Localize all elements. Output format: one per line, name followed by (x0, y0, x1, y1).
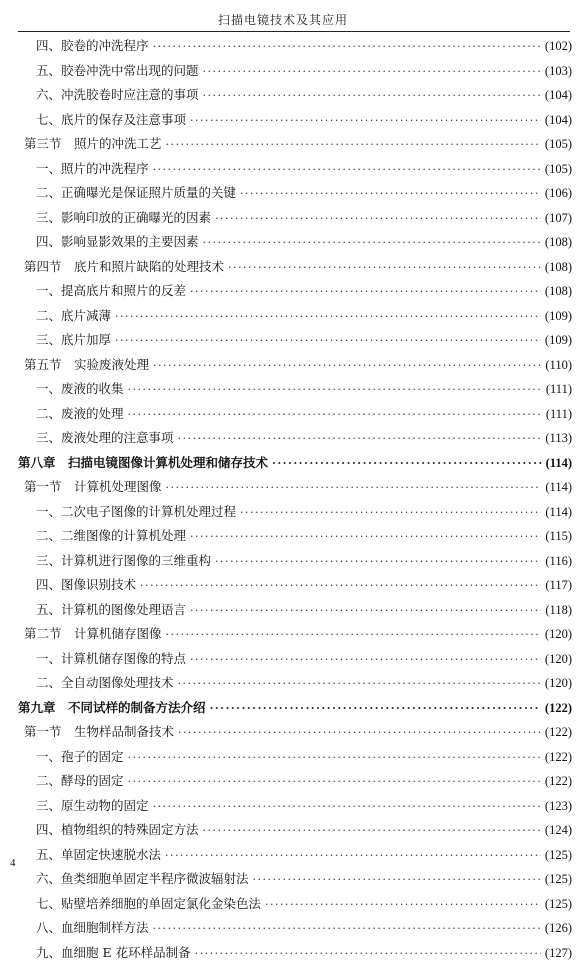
toc-entry-page: (109) (545, 309, 572, 324)
toc-leader-dots (190, 530, 541, 543)
toc-entry-title: 七、底片的保存及注意事项 (36, 110, 186, 128)
toc-entry-page: (122) (545, 701, 572, 716)
toc-leader-dots (203, 65, 541, 78)
toc-item-entry (12, 159, 572, 184)
toc-item-entry (12, 820, 572, 845)
toc-entry-title: 九、血细胞 E 花环样品制备 (36, 943, 191, 961)
toc-entry-title: 二、二维图像的计算机处理 (36, 526, 186, 544)
toc-entry-page: (114) (545, 505, 572, 520)
toc-leader-dots (210, 702, 541, 715)
toc-item-entry (12, 208, 572, 233)
toc-entry-page: (114) (545, 480, 572, 495)
toc-leader-dots (166, 481, 542, 494)
toc-item-entry (12, 600, 572, 625)
header-rule (18, 31, 570, 32)
toc-section-entry (12, 355, 572, 380)
toc-entry-page: (116) (545, 554, 572, 569)
toc-entry-title: 六、冲洗胶卷时应注意的事项 (36, 85, 199, 103)
toc-item-entry (12, 428, 572, 453)
toc-entry-page: (122) (545, 774, 572, 789)
toc-item-entry (12, 551, 572, 576)
toc-entry-title: 一、二次电子图像的计算机处理过程 (36, 502, 236, 520)
toc-item-entry (12, 747, 572, 772)
page-number: 4 (10, 857, 16, 869)
toc-entry-title: 三、原生动物的固定 (36, 796, 149, 814)
toc-entry-title: 一、孢子的固定 (36, 747, 124, 765)
toc-entry-title: 第八章 扫描电镜图像计算机处理和储存技术 (18, 453, 268, 471)
toc-leader-dots (190, 285, 541, 298)
toc-entry-page: (122) (545, 725, 572, 740)
toc-entry-page: (124) (545, 823, 572, 838)
toc-leader-dots (190, 114, 541, 127)
toc-entry-page: (109) (545, 333, 572, 348)
toc-item-entry (12, 330, 572, 355)
toc-item-entry (12, 232, 572, 257)
toc-leader-dots (153, 800, 541, 813)
toc-item-entry (12, 526, 572, 551)
toc-entry-title: 第九章 不同试样的制备方法介绍 (18, 698, 206, 716)
toc-entry-title: 四、图像识别技术 (36, 575, 136, 593)
toc-entry-title: 六、鱼类细胞单固定半程序微波辐射法 (36, 869, 249, 887)
toc-entry-page: (111) (546, 407, 572, 422)
toc-item-entry (12, 918, 572, 943)
toc-leader-dots (203, 824, 541, 837)
toc-entry-title: 二、正确曝光是保证照片质量的关键 (36, 183, 236, 201)
toc-entry-title: 一、提高底片和照片的反差 (36, 281, 186, 299)
toc-entry-page: (103) (545, 64, 572, 79)
toc-leader-dots (240, 187, 541, 200)
toc-entry-title: 第一节 计算机处理图像 (24, 477, 162, 495)
toc-leader-dots (166, 138, 541, 151)
toc-entry-title: 第五节 实验废液处理 (24, 355, 149, 373)
toc-entry-page: (107) (545, 211, 572, 226)
toc-entry-title: 七、贴壁培养细胞的单固定氯化金染色法 (36, 894, 261, 912)
toc-leader-dots (153, 163, 541, 176)
toc-entry-page: (104) (545, 88, 572, 103)
toc-entry-page: (127) (545, 946, 572, 961)
toc-item-entry (12, 404, 572, 429)
table-of-contents (12, 36, 572, 967)
toc-entry-page: (125) (545, 872, 572, 887)
toc-entry-title: 五、单固定快速脱水法 (36, 845, 161, 863)
toc-item-entry (12, 281, 572, 306)
toc-leader-dots (128, 775, 541, 788)
toc-leader-dots (203, 236, 541, 249)
toc-entry-page: (115) (545, 529, 572, 544)
toc-item-entry (12, 61, 572, 86)
toc-entry-title: 三、废液处理的注意事项 (36, 428, 174, 446)
running-header-title: 扫描电镜技术及其应用 (218, 11, 348, 28)
toc-leader-dots (153, 40, 541, 53)
toc-item-entry (12, 771, 572, 796)
toc-leader-dots (190, 653, 541, 666)
toc-entry-page: (108) (545, 235, 572, 250)
toc-leader-dots (215, 212, 541, 225)
toc-item-entry (12, 85, 572, 110)
toc-leader-dots (153, 359, 541, 372)
toc-entry-page: (108) (545, 284, 572, 299)
toc-entry-page: (110) (545, 358, 572, 373)
toc-leader-dots (178, 726, 541, 739)
toc-entry-title: 三、影响印放的正确曝光的因素 (36, 208, 211, 226)
toc-leader-dots (272, 457, 542, 470)
toc-leader-dots (178, 432, 542, 445)
toc-item-entry (12, 575, 572, 600)
toc-chapter-entry (12, 698, 572, 723)
toc-entry-page: (113) (545, 431, 572, 446)
toc-leader-dots (115, 334, 541, 347)
toc-entry-title: 三、计算机进行图像的三维重构 (36, 551, 211, 569)
toc-item-entry (12, 894, 572, 919)
toc-leader-dots (128, 408, 542, 421)
toc-leader-dots (253, 873, 541, 886)
toc-leader-dots (153, 922, 541, 935)
toc-entry-page: (108) (545, 260, 572, 275)
toc-section-entry (12, 257, 572, 282)
toc-item-entry (12, 943, 572, 967)
toc-entry-title: 五、胶卷冲洗中常出现的问题 (36, 61, 199, 79)
toc-entry-page: (120) (545, 627, 572, 642)
running-header (0, 0, 582, 34)
toc-entry-page: (117) (545, 578, 572, 593)
toc-entry-title: 二、全自动图像处理技术 (36, 673, 174, 691)
toc-section-entry (12, 134, 572, 159)
toc-entry-title: 四、胶卷的冲洗程序 (36, 36, 149, 54)
toc-entry-title: 四、植物组织的特殊固定方法 (36, 820, 199, 838)
toc-entry-title: 三、底片加厚 (36, 330, 111, 348)
toc-leader-dots (128, 383, 542, 396)
toc-entry-title: 四、影响显影效果的主要因素 (36, 232, 199, 250)
toc-leader-dots (166, 628, 541, 641)
toc-entry-title: 二、底片减薄 (36, 306, 111, 324)
toc-leader-dots (128, 751, 541, 764)
toc-entry-page: (120) (545, 652, 572, 667)
toc-item-entry (12, 110, 572, 135)
toc-item-entry (12, 649, 572, 674)
toc-leader-dots (215, 555, 541, 568)
toc-item-entry (12, 36, 572, 61)
toc-entry-page: (120) (545, 676, 572, 691)
toc-leader-dots (195, 947, 541, 960)
toc-leader-dots (265, 898, 541, 911)
toc-entry-title: 第三节 照片的冲洗工艺 (24, 134, 162, 152)
toc-entry-title: 二、废液的处理 (36, 404, 124, 422)
toc-section-entry (12, 624, 572, 649)
toc-entry-title: 一、照片的冲洗程序 (36, 159, 149, 177)
toc-entry-title: 一、计算机储存图像的特点 (36, 649, 186, 667)
toc-entry-page: (118) (545, 603, 572, 618)
toc-entry-title: 第一节 生物样品制备技术 (24, 722, 174, 740)
toc-item-entry (12, 502, 572, 527)
toc-entry-page: (114) (546, 456, 572, 471)
toc-leader-dots (190, 604, 541, 617)
toc-item-entry (12, 845, 572, 870)
toc-leader-dots (115, 310, 541, 323)
toc-entry-page: (126) (545, 921, 572, 936)
toc-entry-page: (122) (545, 750, 572, 765)
toc-entry-title: 八、血细胞制样方法 (36, 918, 149, 936)
toc-entry-title: 五、计算机的图像处理语言 (36, 600, 186, 618)
toc-entry-page: (125) (545, 848, 572, 863)
toc-chapter-entry (12, 453, 572, 478)
toc-entry-page: (104) (545, 113, 572, 128)
toc-entry-page: (123) (545, 799, 572, 814)
toc-section-entry (12, 477, 572, 502)
toc-entry-page: (102) (545, 39, 572, 54)
toc-item-entry (12, 869, 572, 894)
toc-entry-title: 二、酵母的固定 (36, 771, 124, 789)
toc-leader-dots (240, 506, 541, 519)
toc-entry-title: 第四节 底片和照片缺陷的处理技术 (24, 257, 224, 275)
toc-item-entry (12, 673, 572, 698)
toc-entry-page: (111) (546, 382, 572, 397)
toc-section-entry (12, 722, 572, 747)
toc-entry-title: 第二节 计算机储存图像 (24, 624, 162, 642)
toc-entry-page: (105) (545, 137, 572, 152)
toc-leader-dots (140, 579, 541, 592)
toc-entry-page: (106) (545, 186, 572, 201)
toc-entry-title: 一、废液的收集 (36, 379, 124, 397)
toc-leader-dots (178, 677, 541, 690)
toc-leader-dots (165, 849, 541, 862)
toc-item-entry (12, 796, 572, 821)
toc-entry-page: (125) (545, 897, 572, 912)
toc-leader-dots (228, 261, 541, 274)
toc-leader-dots (203, 89, 541, 102)
toc-entry-page: (105) (545, 162, 572, 177)
toc-item-entry (12, 306, 572, 331)
toc-item-entry (12, 183, 572, 208)
toc-item-entry (12, 379, 572, 404)
